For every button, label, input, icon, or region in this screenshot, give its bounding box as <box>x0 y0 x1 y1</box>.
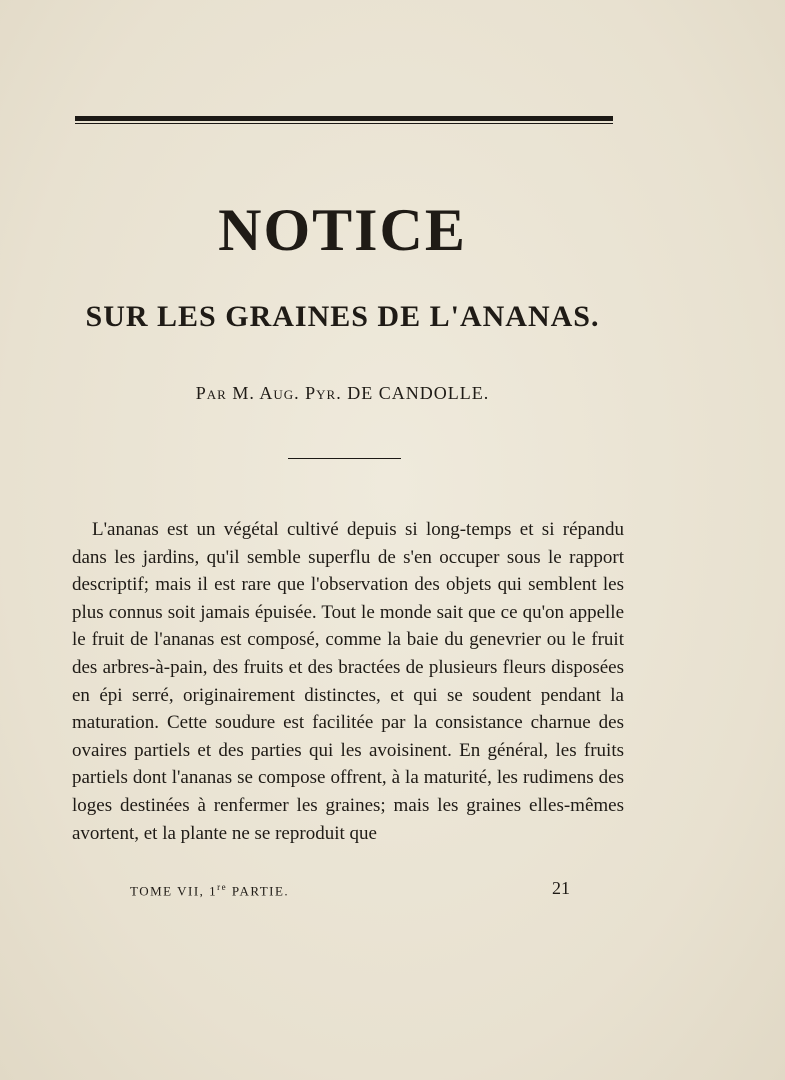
footer-signature <box>130 882 289 899</box>
body-text <box>72 516 624 847</box>
author-surname: DE CANDOLLE. <box>347 383 490 403</box>
author-name: M. Aug. Pyr. <box>232 383 342 403</box>
footer-tome: TOME VII, <box>130 883 205 899</box>
page-number: 21 <box>552 878 570 898</box>
top-thick-rule <box>75 116 613 121</box>
author-prefix: Par <box>195 383 227 403</box>
page-title: NOTICE <box>218 197 467 263</box>
author-line <box>0 383 735 404</box>
top-double-rule <box>75 116 613 126</box>
top-thin-rule <box>75 123 613 124</box>
separator-rule <box>288 458 401 459</box>
footer-part-label: PARTIE. <box>231 883 290 899</box>
footer-part-suffix: re <box>217 882 228 892</box>
page-subtitle: SUR LES GRAINES DE L'ANANAS. <box>85 300 600 333</box>
footer-part-number: 1 <box>209 883 218 899</box>
body-paragraph: L'ananas est un végétal cultivé depuis si long-temps et si répandu dans les jardins, qu'il semble superflu de s'en occuper sous le rapport descriptif; mais il est rare que l'observation des objets qui semblent les plus connus soit jamais épuisée. Tout le monde sait que ce qu'on appelle le fruit de l'ananas est composé, comme la baie du genevrier ou le fruit des arbres-à-pain, des fruits et des bractées de plusieurs fleurs disposées en épi serré, originairement distinctes, et qui se soudent pendant la maturation. Cette soudure est facilitée par la consistance charnue des ovaires partiels et des parties qui les avoisinent. En général, les fruits partiels dont l'ananas se compose offrent, à la maturité, les rudimens des loges destinées à renfermer les graines; mais les graines elles-mêmes avortent, et la plante ne se reproduit que <box>72 519 624 844</box>
